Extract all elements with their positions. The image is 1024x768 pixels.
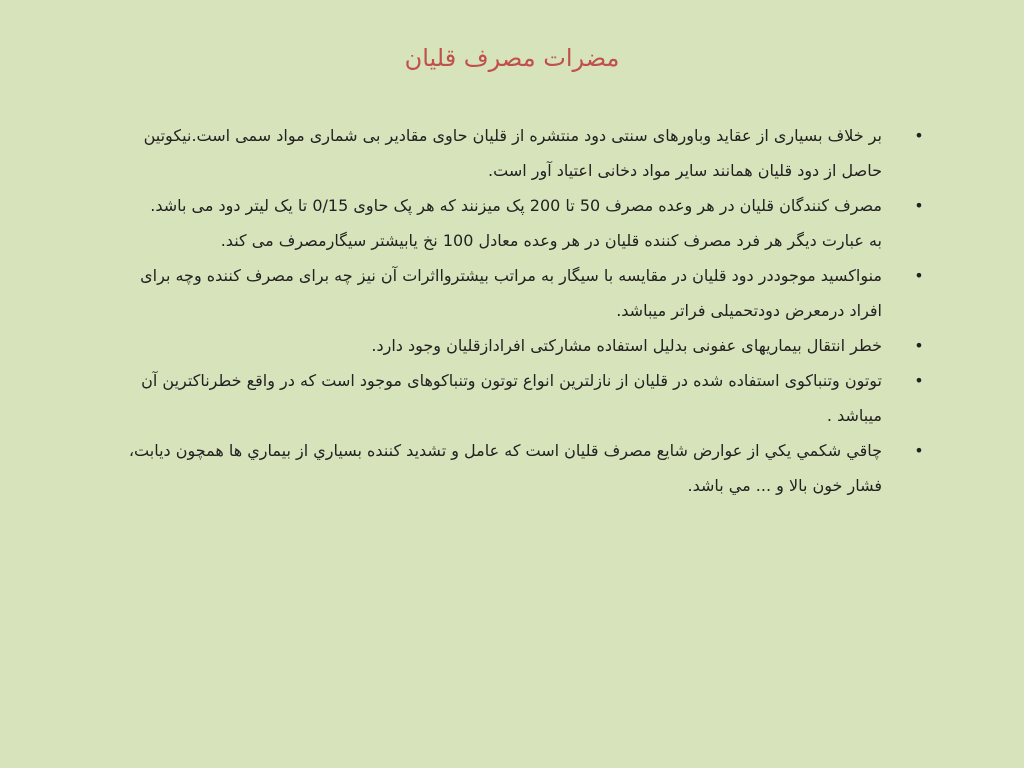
bullet-dot-icon: • <box>914 441 924 460</box>
bullet-dot-icon: • <box>914 126 924 145</box>
bullet-dot-icon: • <box>914 336 924 355</box>
bullet-item <box>124 433 924 503</box>
bullet-dot-icon: • <box>914 266 924 285</box>
bullet-dot-icon: • <box>914 196 924 215</box>
bullet-text: چاقي شكمي يكي از عوارض شايع مصرف قليان است كه عامل و تشديد كننده بسياري از بيماري ها همچون ديابت، فشار خون بالا و ... مي باشد. <box>128 441 882 495</box>
bullet-item <box>124 188 924 258</box>
bullet-text: منواکسید موجوددر دود قلیان در مقایسه با سیگار به مراتب بیشتروااثرات آن نیز چه برای مصرف کننده وچه برای افراد درمعرض دودتحمیلی فراتر میباشد. <box>140 266 882 320</box>
bullet-list <box>124 118 924 503</box>
bullet-item <box>124 328 924 363</box>
bullet-continuation-text: به عبارت دیگر هر فرد مصرف کننده قلیان در هر وعده معادل 100 نخ یابیشتر سیگارمصرف می کند. <box>220 231 882 250</box>
bullet-text: توتون وتنباکوی استفاده شده در قلیان از نازلترین انواع توتون وتنباکوهای موجود است که در واقع خطرناکترین آن میباشد . <box>141 371 882 425</box>
bullet-text: بر خلاف بسیاری از عقاید وباورهای سنتی دود منتشره از قلیان حاوی مقادیر بی شماری مواد سمی است.نیکوتین حاصل از دود قلیان همانند سایر مواد دخانی اعتیاد آور است. <box>143 126 882 180</box>
slide-title: مضرات مصرف قلیان <box>404 44 620 72</box>
bullet-dot-icon: • <box>914 371 924 390</box>
bullet-item <box>124 258 924 328</box>
bullet-text: مصرف کنندگان قلیان در هر وعده مصرف 50 تا 200 پک میزنند که هر پک حاوی 0/15 تا یک لیتر دود می باشد. <box>150 196 882 215</box>
bullet-item <box>124 363 924 433</box>
bullet-item <box>124 118 924 188</box>
bullet-text: خطر انتقال بیماریهای عفونی بدلیل استفاده مشارکتی افرادازقلیان وجود دارد. <box>371 336 882 355</box>
